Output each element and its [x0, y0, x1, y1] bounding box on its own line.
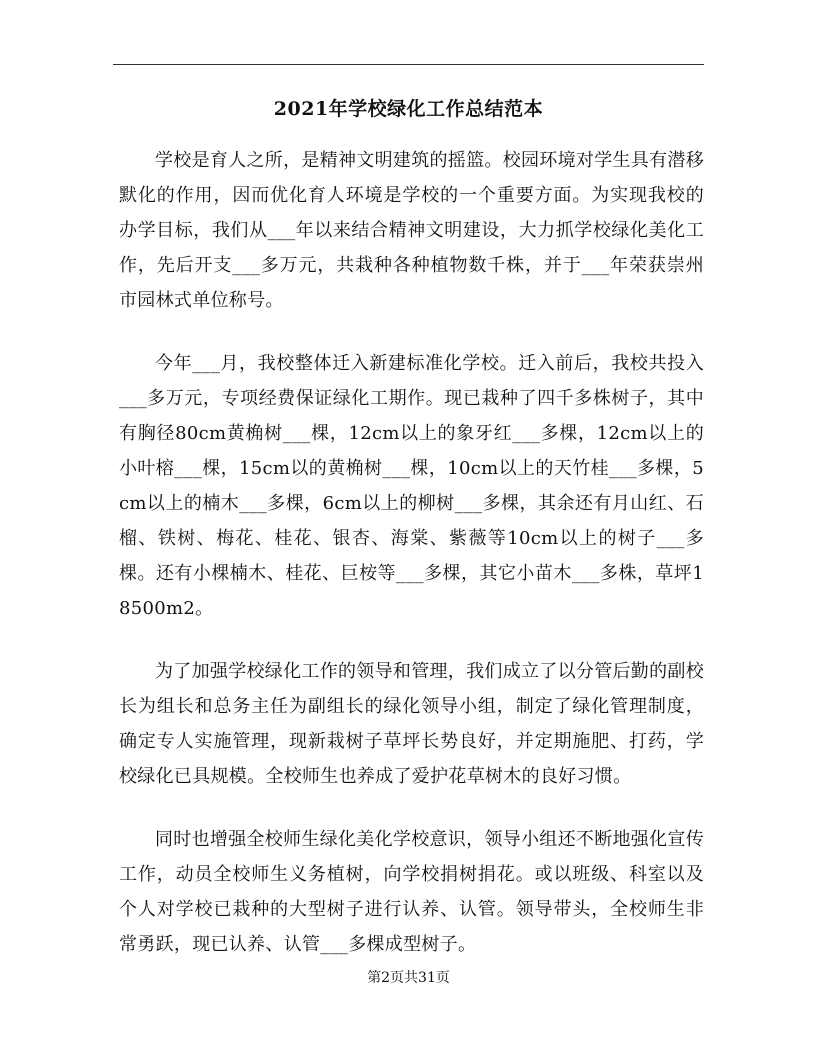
header-rule — [113, 64, 704, 65]
paragraph-2: 今年___月，我校整体迁入新建标准化学校。迁入前后，我校共投入___多万元，专项经费保证绿化工期作。现已栽种了四千多株树子，其中有胸径80cm黄桷树___棵，12cm以上的象牙红___多棵，12cm以上的小叶榕___棵，15cm以的黄桷树___棵，10cm以上的天竹桂___多棵，5cm以上的楠木___多棵，6cm以上的柳树___多棵，其余还有月山红、石榴、铁树、梅花、桂花、银杏、海棠、紫薇等10cm以上的树子___多棵。还有小棵楠木、桂花、巨桉等___多棵，其它小苗木___多株，草坪18500m2。 — [119, 353, 704, 619]
paragraph-4: 同时也增强全校师生绿化美化学校意识，领导小组还不断地强化宣传工作，动员全校师生义务植树，向学校捐树捐花。或以班级、科室以及个人对学校已栽种的大型树子进行认养、认管。领导带头，全校师生非常勇跃，现已认养、认管___多棵成型树子。 — [119, 829, 704, 955]
paragraph-1: 学校是育人之所，是精神文明建筑的摇篮。校园环境对学生具有潜移默化的作用，因而优化育人环境是学校的一个重要方面。为实现我校的办学目标，我们从___年以来结合精神文明建设，大力抓学校绿化美化工作，先后开支___多万元，共栽种各种植物数千株，并于___年荣获崇州市园林式单位称号。 — [119, 150, 704, 311]
document-title: 2021年学校绿化工作总结范本 — [273, 98, 544, 120]
page-number-footer: 第2页共31页 — [367, 970, 450, 986]
paragraph-3: 为了加强学校绿化工作的领导和管理，我们成立了以分管后勤的副校长为组长和总务主任为副组长的绿化领导小组，制定了绿化管理制度，确定专人实施管理，现新栽树子草坪长势良好，并定期施肥、打药，学校绿化已具规模。全校师生也养成了爱护花草树木的良好习惯。 — [119, 661, 704, 787]
document-body — [119, 143, 704, 990]
